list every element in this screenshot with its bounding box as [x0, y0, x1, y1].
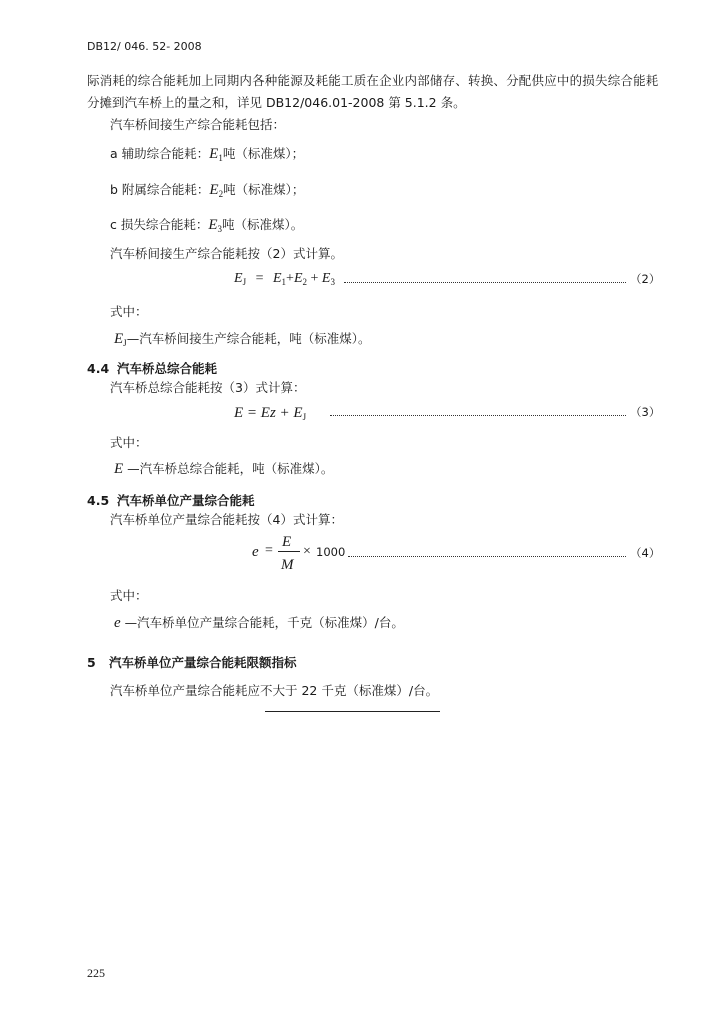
symbol-definition [114, 614, 404, 632]
def-symbol: E [114, 331, 124, 347]
fraction-bar [278, 551, 300, 552]
eq-subscript: 3 [330, 277, 335, 287]
equals-sign: = [265, 543, 273, 558]
section-number: 5 [87, 655, 96, 670]
eq-symbol: e [252, 544, 259, 560]
section-title: 汽车桥总综合能耗 [117, 361, 218, 376]
section-heading [87, 655, 297, 670]
item-unit: 吨（标准煤）； [222, 146, 305, 161]
where-label: 式中： [110, 588, 148, 603]
symbol-definition [114, 330, 370, 349]
eq-symbol: E [234, 271, 243, 286]
eq-symbol: E [272, 271, 282, 286]
paragraph-line: 分摊到汽车桥上的量之和，详见 DB12/046.01-2008 第 5.1.2 条。 [87, 95, 466, 110]
eq-symbol: E [293, 271, 303, 286]
item-symbol: E [209, 146, 219, 162]
section-number: 4.4 [87, 361, 110, 376]
section-title: 汽车桥单位产量综合能耗限额指标 [109, 655, 297, 670]
equation-3 [234, 404, 306, 423]
item-symbol: E [209, 182, 219, 198]
equation-number: （4） [630, 546, 661, 560]
section-heading [87, 493, 255, 508]
eq-symbol: E [234, 405, 244, 421]
def-symbol: E [114, 461, 124, 477]
equation-number: （2） [630, 272, 661, 286]
item-subscript: 2 [218, 189, 224, 199]
paragraph-line: 汽车桥总综合能耗按（3）式计算： [110, 380, 306, 395]
item-subscript: 3 [217, 224, 223, 234]
item-unit: 吨（标准煤）。 [222, 217, 304, 232]
plus-sign: + [286, 271, 294, 286]
dot-leader [344, 282, 626, 283]
item-prefix: c 损失综合能耗： [110, 217, 209, 232]
where-label: 式中： [110, 304, 148, 319]
def-text: —汽车桥间接生产综合能耗，吨（标准煤）。 [126, 331, 371, 346]
def-subscript: J [123, 338, 127, 348]
eq-subscript: 1 [281, 277, 287, 287]
eq-subscript: J [302, 412, 307, 422]
def-text: —汽车桥单位产量综合能耗，千克（标准煤）/台。 [124, 615, 404, 630]
times-sign: × [303, 544, 311, 559]
document-code: DB12/ 046. 52- 2008 [87, 40, 202, 53]
where-label: 式中： [110, 435, 148, 450]
item-symbol: E [208, 217, 218, 233]
def-symbol: e [114, 615, 121, 631]
eq-subscript: J [242, 277, 247, 287]
list-item [110, 181, 304, 200]
paragraph-line: 汽车桥单位产量综合能耗按（4）式计算： [110, 512, 343, 527]
fraction-denominator: M [281, 557, 294, 573]
section-heading [87, 361, 217, 376]
equation-number: （3） [630, 405, 661, 419]
item-unit: 吨（标准煤）； [223, 182, 305, 197]
fraction-numerator: E [282, 534, 292, 550]
dot-leader [348, 556, 626, 557]
paragraph-line: 汽车桥间接生产综合能耗按（2）式计算。 [110, 246, 343, 261]
paragraph-line: 际消耗的综合能耗加上同期内各种能源及耗能工质在企业内部储存、转换、分配供应中的损失综合能耗 [87, 73, 659, 88]
list-item [110, 216, 303, 235]
equals-sign: = [255, 271, 264, 286]
section-number: 4.5 [87, 493, 110, 508]
equation-2 [234, 271, 335, 288]
section-title: 汽车桥单位产量综合能耗 [117, 493, 255, 508]
plus-sign: + [310, 271, 319, 286]
factor: 1000 [316, 545, 346, 559]
def-text: —汽车桥总综合能耗，吨（标准煤）。 [127, 461, 334, 476]
symbol-definition [114, 460, 333, 478]
list-item [110, 145, 304, 164]
eq-rhs: = Ez + E [246, 405, 303, 421]
paragraph-line: 汽车桥间接生产综合能耗包括： [110, 117, 286, 132]
item-subscript: 1 [218, 153, 223, 163]
item-prefix: a 辅助综合能耗： [110, 146, 210, 161]
page-number: 225 [87, 966, 105, 980]
dot-leader [330, 415, 626, 416]
eq-subscript: 2 [302, 277, 308, 287]
paragraph-line: 汽车桥单位产量综合能耗应不大于 22 千克（标准煤）/台。 [110, 683, 439, 698]
eq-symbol: E [321, 271, 331, 286]
item-prefix: b 附属综合能耗： [110, 182, 210, 197]
end-rule [265, 711, 440, 712]
